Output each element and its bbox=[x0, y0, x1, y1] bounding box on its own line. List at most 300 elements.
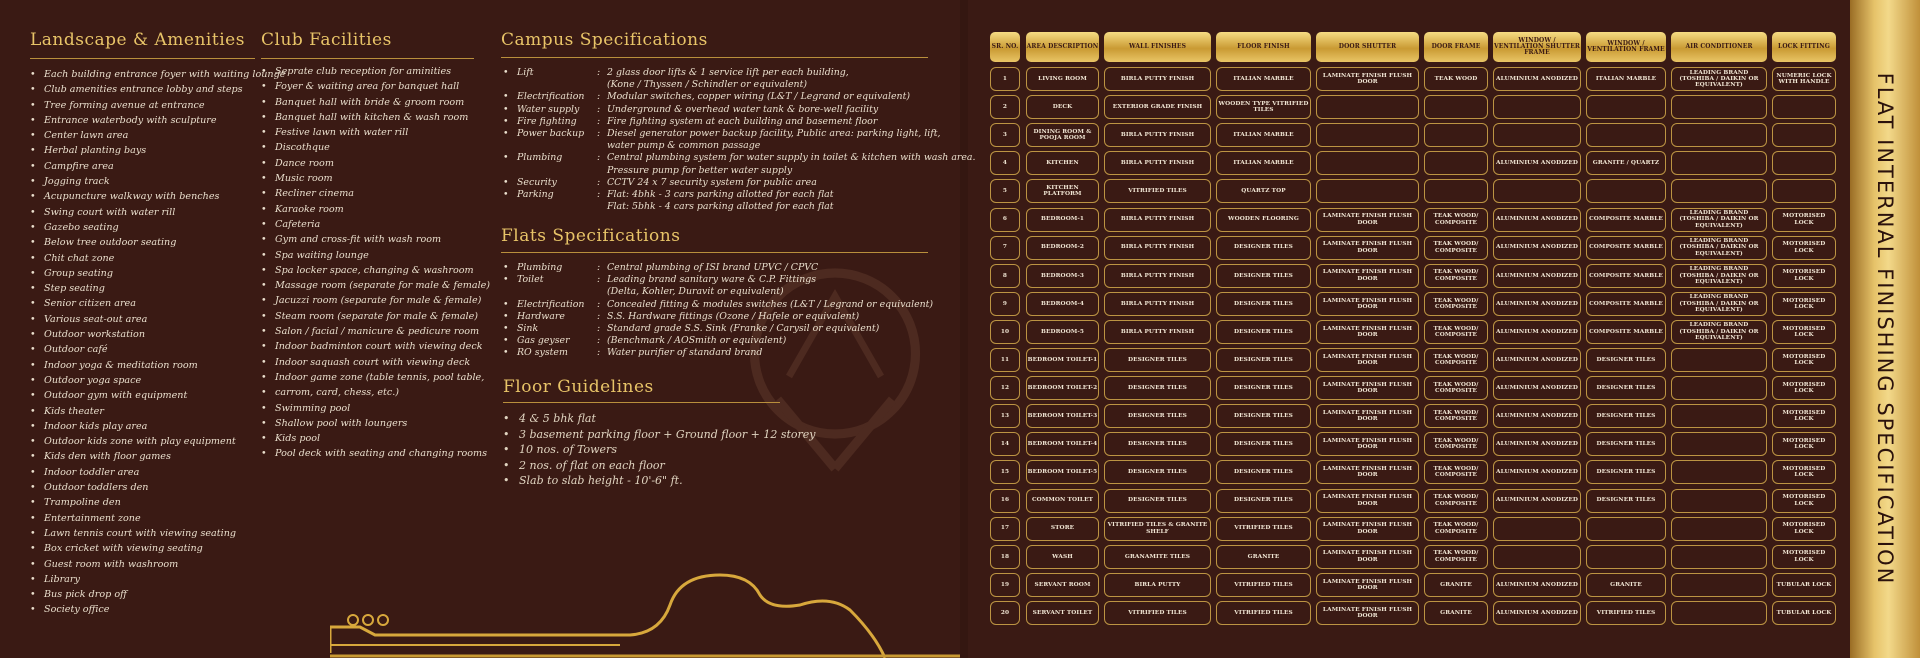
table-cell: VITRIFIED TILES bbox=[1216, 601, 1311, 625]
landscape-item: • Entertainment zone bbox=[30, 511, 285, 526]
table-cell bbox=[1586, 545, 1666, 569]
table-cell: DESIGNER TILES bbox=[1216, 348, 1311, 372]
club-item: • Indoor saquash court with viewing deck bbox=[261, 355, 490, 370]
table-cell: BIRLA PUTTY FINISH bbox=[1104, 123, 1211, 147]
landscape-item: • Each building entrance foyer with waiting lounge bbox=[30, 67, 285, 82]
table-cell: TEAK WOOD/ COMPOSITE bbox=[1424, 320, 1488, 344]
table-cell: LAMINATE FINISH FLUSH DOOR bbox=[1316, 208, 1419, 232]
landscape-item: • Gazebo seating bbox=[30, 220, 285, 235]
table-cell bbox=[1424, 151, 1488, 175]
spec-key: Gas geyser bbox=[517, 335, 570, 347]
club-item: • Dance room bbox=[261, 156, 490, 171]
spec-row bbox=[503, 140, 976, 152]
spec-value: Flat: 5bhk - 4 cars parking allotted for each flat bbox=[607, 201, 834, 213]
table-cell: KITCHEN bbox=[1026, 151, 1099, 175]
spec-value: Fire fighting system at each building and basement floor bbox=[607, 115, 878, 127]
spec-key bbox=[517, 201, 597, 213]
landscape-item: • Outdoor yoga space bbox=[30, 373, 285, 388]
spec-row: • Security : CCTV 24 x 7 security system for public area bbox=[503, 176, 817, 188]
spec-key: Lift bbox=[517, 67, 534, 78]
club-heading: Club Facilities bbox=[261, 30, 392, 50]
club-item: • Jacuzzi room (separate for male & female) bbox=[261, 293, 490, 308]
table-cell: COMPOSITE MARBLE bbox=[1586, 236, 1666, 260]
club-item: • Massage room (separate for male & female) bbox=[261, 278, 490, 293]
spec-key: Toilet bbox=[517, 274, 544, 286]
table-cell bbox=[1424, 95, 1488, 119]
table-cell: ALUMINIUM ANODIZED bbox=[1493, 432, 1581, 456]
club-item: • Indoor badminton court with viewing deck bbox=[261, 339, 490, 354]
table-cell: LEADING BRAND (TOSHIBA / DAIKIN OR EQUIVALENT) bbox=[1671, 320, 1767, 344]
spec-key: Electrification bbox=[517, 91, 585, 103]
table-cell: VITRIFIED TILES bbox=[1104, 179, 1211, 203]
table-cell: BIRLA PUTTY FINISH bbox=[1104, 208, 1211, 232]
table-cell: DESIGNER TILES bbox=[1216, 264, 1311, 288]
table-cell: 4 bbox=[990, 151, 1020, 175]
spec-value: 2 glass door lifts & 1 service lift per each building, bbox=[607, 67, 849, 78]
landscape-item: • Jogging track bbox=[30, 174, 285, 189]
flats-heading: Flats Specifications bbox=[501, 226, 681, 246]
spec-key bbox=[517, 286, 597, 298]
table-cell: BIRLA PUTTY FINISH bbox=[1104, 264, 1211, 288]
table-cell: COMPOSITE MARBLE bbox=[1586, 264, 1666, 288]
table-cell: 10 bbox=[990, 320, 1020, 344]
table-cell: ALUMINIUM ANODIZED bbox=[1493, 376, 1581, 400]
landscape-item: • Chit chat zone bbox=[30, 251, 285, 266]
table-cell: TEAK WOOD/ COMPOSITE bbox=[1424, 545, 1488, 569]
spec-value: Central plumbing of ISI brand UPVC / CPVC bbox=[607, 262, 819, 273]
table-cell: 19 bbox=[990, 573, 1020, 597]
table-cell bbox=[1671, 460, 1767, 484]
club-item: • Festive lawn with water rill bbox=[261, 125, 490, 140]
table-cell: ITALIAN MARBLE bbox=[1216, 67, 1311, 91]
spec-value: Standard grade S.S. Sink (Franke / Carysil or equivalent) bbox=[607, 323, 880, 335]
floor-rule bbox=[503, 402, 780, 403]
landscape-item: • Group seating bbox=[30, 266, 285, 281]
table-cell: EXTERIOR GRADE FINISH bbox=[1104, 95, 1211, 119]
table-cell: STORE bbox=[1026, 517, 1099, 541]
table-cell: KITCHEN PLATFORM bbox=[1026, 179, 1099, 203]
table-cell: LAMINATE FINISH FLUSH DOOR bbox=[1316, 573, 1419, 597]
club-item: • Shallow pool with loungers bbox=[261, 416, 490, 431]
table-header-cell: WALL FINISHES bbox=[1104, 32, 1211, 62]
club-item: • Swimming pool bbox=[261, 401, 490, 416]
floor-item: • Slab to slab height - 10'-6" ft. bbox=[503, 473, 816, 489]
table-cell bbox=[1493, 179, 1581, 203]
landscape-item: • Step seating bbox=[30, 281, 285, 296]
landscape-item: • Box cricket with viewing seating bbox=[30, 541, 285, 556]
table-cell: LAMINATE FINISH FLUSH DOOR bbox=[1316, 601, 1419, 625]
table-cell: VITRIFIED TILES bbox=[1104, 601, 1211, 625]
spec-value: water pump & common passage bbox=[607, 140, 761, 152]
table-cell: GRANITE bbox=[1424, 601, 1488, 625]
spec-row: • Power backup : Diesel generator power backup facility, Public area: parking light, lift, bbox=[503, 128, 941, 140]
spec-row: • Fire fighting : Fire fighting system at each building and basement floor bbox=[503, 115, 878, 127]
table-cell: MOTORISED LOCK bbox=[1772, 236, 1836, 260]
table-cell bbox=[1772, 179, 1836, 203]
floor-list bbox=[503, 411, 816, 489]
spec-value: Water purifier of standard brand bbox=[607, 347, 763, 359]
club-item: • Foyer & waiting area for banquet hall bbox=[261, 79, 490, 94]
spec-key: Plumbing bbox=[517, 262, 563, 273]
campus-heading: Campus Specifications bbox=[501, 30, 708, 50]
table-cell: DESIGNER TILES bbox=[1104, 376, 1211, 400]
spec-key: Parking bbox=[517, 189, 554, 201]
table-cell bbox=[1316, 123, 1419, 147]
spec-value: Concealed fitting & modules switches (L&T / Legrand or equivalent) bbox=[607, 298, 934, 310]
landscape-item: • Acupuncture walkway with benches bbox=[30, 189, 285, 204]
table-cell: TEAK WOOD/ COMPOSITE bbox=[1424, 376, 1488, 400]
table-cell bbox=[1493, 123, 1581, 147]
table-cell: LEADING BRAND (TOSHIBA / DAIKIN OR EQUIVALENT) bbox=[1671, 67, 1767, 91]
table-cell: LAMINATE FINISH FLUSH DOOR bbox=[1316, 264, 1419, 288]
guitar-outline-icon bbox=[330, 565, 960, 658]
table-cell: DESIGNER TILES bbox=[1586, 432, 1666, 456]
table-cell: ALUMINIUM ANODIZED bbox=[1493, 348, 1581, 372]
table-header-cell: AREA DESCRIPTION bbox=[1026, 32, 1099, 62]
table-cell bbox=[1586, 95, 1666, 119]
landscape-item: • Senior citizen area bbox=[30, 296, 285, 311]
club-item: • Recliner cinema bbox=[261, 186, 490, 201]
table-cell bbox=[1671, 573, 1767, 597]
table-cell: 8 bbox=[990, 264, 1020, 288]
table-cell: ALUMINIUM ANODIZED bbox=[1493, 151, 1581, 175]
table-header-cell: FLOOR FINISH bbox=[1216, 32, 1311, 62]
table-cell: MOTORISED LOCK bbox=[1772, 545, 1836, 569]
table-cell: VITRIFIED TILES bbox=[1586, 601, 1666, 625]
spec-key: Sink bbox=[517, 323, 539, 335]
table-cell: 12 bbox=[990, 376, 1020, 400]
table-cell: TEAK WOOD/ COMPOSITE bbox=[1424, 292, 1488, 316]
table-cell: MOTORISED LOCK bbox=[1772, 348, 1836, 372]
table-cell: WASH bbox=[1026, 545, 1099, 569]
table-cell: MOTORISED LOCK bbox=[1772, 489, 1836, 513]
table-cell: LAMINATE FINISH FLUSH DOOR bbox=[1316, 320, 1419, 344]
table-cell: LAMINATE FINISH FLUSH DOOR bbox=[1316, 376, 1419, 400]
table-cell: 2 bbox=[990, 95, 1020, 119]
spec-value: Pressure pump for better water supply bbox=[607, 164, 793, 176]
spec-value: Flat: 4bhk - 3 cars parking allotted for each flat bbox=[607, 189, 834, 201]
table-cell: BEDROOM TOILET-3 bbox=[1026, 404, 1099, 428]
table-cell: LEADING BRAND (TOSHIBA / DAIKIN OR EQUIVALENT) bbox=[1671, 236, 1767, 260]
table-cell: BEDROOM-1 bbox=[1026, 208, 1099, 232]
table-cell: DESIGNER TILES bbox=[1586, 376, 1666, 400]
table-cell bbox=[1586, 517, 1666, 541]
campus-rule bbox=[501, 57, 928, 58]
spec-value: S.S. Hardware fittings (Ozone / Hafele or equivalent) bbox=[607, 310, 860, 322]
table-cell bbox=[1493, 545, 1581, 569]
spec-row: • Electrification : Modular switches, copper wiring (L&T / Legrand or equivalent) bbox=[503, 91, 911, 103]
table-cell: DINING ROOM & POOJA ROOM bbox=[1026, 123, 1099, 147]
table-cell: TEAK WOOD/ COMPOSITE bbox=[1424, 236, 1488, 260]
table-cell bbox=[1772, 151, 1836, 175]
landscape-item: • Outdoor toddlers den bbox=[30, 480, 285, 495]
table-cell bbox=[1493, 517, 1581, 541]
table-header-cell: DOOR SHUTTER bbox=[1316, 32, 1419, 62]
landscape-item: • Society office bbox=[30, 602, 285, 617]
table-cell: GRANITE bbox=[1424, 573, 1488, 597]
table-cell: ALUMINIUM ANODIZED bbox=[1493, 67, 1581, 91]
table-cell bbox=[1671, 151, 1767, 175]
table-cell: COMPOSITE MARBLE bbox=[1586, 292, 1666, 316]
spec-key bbox=[517, 165, 597, 177]
table-cell: BIRLA PUTTY bbox=[1104, 573, 1211, 597]
table-cell: DESIGNER TILES bbox=[1216, 320, 1311, 344]
table-cell: LAMINATE FINISH FLUSH DOOR bbox=[1316, 460, 1419, 484]
table-cell: LIVING ROOM bbox=[1026, 67, 1099, 91]
club-item: • Kids pool bbox=[261, 431, 490, 446]
club-item: • Salon / facial / manicure & pedicure room bbox=[261, 324, 490, 339]
table-cell: DESIGNER TILES bbox=[1216, 432, 1311, 456]
landscape-item: • Indoor yoga & meditation room bbox=[30, 358, 285, 373]
table-cell: DESIGNER TILES bbox=[1216, 236, 1311, 260]
spec-value: (Benchmark / AOSmith or equivalent) bbox=[607, 335, 787, 347]
landscape-item: • Guest room with washroom bbox=[30, 557, 285, 572]
landscape-item: • Club amenities entrance lobby and steps bbox=[30, 82, 285, 97]
spec-row bbox=[503, 165, 976, 177]
landscape-item: • Herbal planting bays bbox=[30, 143, 285, 158]
table-cell: LEADING BRAND (TOSHIBA / DAIKIN OR EQUIVALENT) bbox=[1671, 264, 1767, 288]
table-cell: MOTORISED LOCK bbox=[1772, 517, 1836, 541]
table-cell: QUARTZ TOP bbox=[1216, 179, 1311, 203]
table-cell: TEAK WOOD/ COMPOSITE bbox=[1424, 208, 1488, 232]
table-cell: DESIGNER TILES bbox=[1586, 404, 1666, 428]
table-cell: GRANITE / QUARTZ bbox=[1586, 151, 1666, 175]
table-cell: COMMON TOILET bbox=[1026, 489, 1099, 513]
table-cell: DESIGNER TILES bbox=[1216, 460, 1311, 484]
table-cell: DESIGNER TILES bbox=[1216, 376, 1311, 400]
table-header-cell: LOCK FITTING bbox=[1772, 32, 1836, 62]
table-header-cell: SR. NO. bbox=[990, 32, 1020, 62]
table-cell: COMPOSITE MARBLE bbox=[1586, 208, 1666, 232]
landscape-item: • Indoor toddler area bbox=[30, 465, 285, 480]
table-cell: ITALIAN MARBLE bbox=[1216, 151, 1311, 175]
landscape-item: • Entrance waterbody with sculpture bbox=[30, 113, 285, 128]
landscape-list bbox=[30, 67, 285, 618]
floor-heading: Floor Guidelines bbox=[503, 377, 654, 397]
table-cell: ALUMINIUM ANODIZED bbox=[1493, 460, 1581, 484]
table-cell bbox=[1772, 123, 1836, 147]
club-item: • Steam room (separate for male & female) bbox=[261, 309, 490, 324]
table-cell bbox=[1424, 123, 1488, 147]
table-cell: 9 bbox=[990, 292, 1020, 316]
table-cell bbox=[1671, 517, 1767, 541]
table-cell: BEDROOM-3 bbox=[1026, 264, 1099, 288]
table-cell bbox=[1671, 348, 1767, 372]
table-cell: VITRIFIED TILES & GRANITE SHELF bbox=[1104, 517, 1211, 541]
table-cell: TEAK WOOD bbox=[1424, 67, 1488, 91]
table-cell: LAMINATE FINISH FLUSH DOOR bbox=[1316, 432, 1419, 456]
table-cell: NUMERIC LOCK WITH HANDLE bbox=[1772, 67, 1836, 91]
table-cell: ITALIAN MARBLE bbox=[1216, 123, 1311, 147]
spec-row: • RO system : Water purifier of standard brand bbox=[503, 347, 763, 359]
table-cell: ALUMINIUM ANODIZED bbox=[1493, 264, 1581, 288]
spec-value: (Kone / Thyssen / Schindler or equivalent) bbox=[607, 79, 808, 91]
landscape-item: • Kids den with floor games bbox=[30, 449, 285, 464]
table-cell: BEDROOM-4 bbox=[1026, 292, 1099, 316]
table-cell: 6 bbox=[990, 208, 1020, 232]
table-header-cell: DOOR FRAME bbox=[1424, 32, 1488, 62]
table-cell: GRANITE bbox=[1586, 573, 1666, 597]
table-cell: TEAK WOOD/ COMPOSITE bbox=[1424, 432, 1488, 456]
spec-value: Central plumbing system for water supply in toilet & kitchen with wash area. bbox=[607, 152, 976, 164]
table-cell bbox=[1424, 179, 1488, 203]
table-cell: ITALIAN MARBLE bbox=[1586, 67, 1666, 91]
table-cell: BEDROOM TOILET-5 bbox=[1026, 460, 1099, 484]
table-cell: BIRLA PUTTY FINISH bbox=[1104, 67, 1211, 91]
table-cell: BEDROOM TOILET-4 bbox=[1026, 432, 1099, 456]
spec-row: • Water supply : Underground & overhead water tank & bore-well facility bbox=[503, 103, 879, 115]
table-cell: WOODEN FLOORING bbox=[1216, 208, 1311, 232]
spec-row: • Lift : 2 glass door lifts & 1 service lift per each building, bbox=[503, 67, 849, 78]
spec-key: Electrification bbox=[517, 298, 585, 310]
spec-key: Plumbing bbox=[517, 152, 563, 164]
table-header-cell: WINDOW / VENTILATION SHUTTER FRAME bbox=[1493, 32, 1581, 62]
table-cell: LAMINATE FINISH FLUSH DOOR bbox=[1316, 292, 1419, 316]
table-cell: BEDROOM-5 bbox=[1026, 320, 1099, 344]
table-cell: TUBULAR LOCK bbox=[1772, 573, 1836, 597]
table-cell: LAMINATE FINISH FLUSH DOOR bbox=[1316, 545, 1419, 569]
table-cell: ALUMINIUM ANODIZED bbox=[1493, 208, 1581, 232]
spec-key: Power backup bbox=[517, 128, 585, 140]
club-list bbox=[261, 64, 490, 462]
table-cell: DESIGNER TILES bbox=[1216, 292, 1311, 316]
table-cell: ALUMINIUM ANODIZED bbox=[1493, 236, 1581, 260]
table-cell bbox=[1671, 545, 1767, 569]
table-cell: BEDROOM-2 bbox=[1026, 236, 1099, 260]
table-cell: LAMINATE FINISH FLUSH DOOR bbox=[1316, 236, 1419, 260]
table-cell: MOTORISED LOCK bbox=[1772, 432, 1836, 456]
table-cell: BEDROOM TOILET-1 bbox=[1026, 348, 1099, 372]
spec-key bbox=[517, 79, 597, 91]
table-cell: VITRIFIED TILES bbox=[1216, 573, 1311, 597]
table-cell: SERVANT ROOM bbox=[1026, 573, 1099, 597]
spec-key: RO system bbox=[517, 347, 568, 359]
club-item: • Pool deck with seating and changing rooms bbox=[261, 446, 490, 461]
table-cell: 14 bbox=[990, 432, 1020, 456]
table-cell: TEAK WOOD/ COMPOSITE bbox=[1424, 489, 1488, 513]
table-cell bbox=[1772, 95, 1836, 119]
spec-row bbox=[503, 286, 933, 298]
spec-value: Leading brand sanitary ware & C.P. Fittings bbox=[607, 274, 817, 286]
table-cell bbox=[1586, 179, 1666, 203]
landscape-item: • Tree forming avenue at entrance bbox=[30, 98, 285, 113]
table-cell: 13 bbox=[990, 404, 1020, 428]
club-item: • Gym and cross-fit with wash room bbox=[261, 232, 490, 247]
table-cell bbox=[1671, 123, 1767, 147]
landscape-item: • Below tree outdoor seating bbox=[30, 235, 285, 250]
landscape-rule bbox=[30, 58, 255, 59]
table-cell: BIRLA PUTTY FINISH bbox=[1104, 236, 1211, 260]
spec-row bbox=[503, 79, 976, 91]
table-cell bbox=[1316, 179, 1419, 203]
spec-row: • Parking : Flat: 4bhk - 3 cars parking allotted for each flat bbox=[503, 189, 834, 201]
table-cell: MOTORISED LOCK bbox=[1772, 292, 1836, 316]
club-item: • Banquet hall with bride & groom room bbox=[261, 95, 490, 110]
spec-row: • Hardware : S.S. Hardware fittings (Ozone / Hafele or equivalent) bbox=[503, 310, 860, 322]
spec-key: Water supply bbox=[517, 103, 580, 115]
spec-key bbox=[517, 140, 597, 152]
table-cell: LAMINATE FINISH FLUSH DOOR bbox=[1316, 489, 1419, 513]
spec-row: • Plumbing : Central plumbing system for water supply in toilet & kitchen with wash area. bbox=[503, 152, 976, 164]
spec-value: Underground & overhead water tank & bore-well facility bbox=[607, 103, 879, 115]
spec-key: Fire fighting bbox=[517, 115, 577, 127]
table-cell: DESIGNER TILES bbox=[1216, 489, 1311, 513]
table-cell: 18 bbox=[990, 545, 1020, 569]
table-cell: ALUMINIUM ANODIZED bbox=[1493, 404, 1581, 428]
landscape-item: • Indoor kids play area bbox=[30, 419, 285, 434]
table-cell: SERVANT TOILET bbox=[1026, 601, 1099, 625]
table-cell: BIRLA PUTTY FINISH bbox=[1104, 320, 1211, 344]
table-side-title: FLAT INTERNAL FINISHING SPECIFICATION bbox=[1873, 72, 1897, 586]
spec-row bbox=[503, 201, 976, 213]
table-cell: MOTORISED LOCK bbox=[1772, 376, 1836, 400]
table-cell: MOTORISED LOCK bbox=[1772, 404, 1836, 428]
table-cell: TUBULAR LOCK bbox=[1772, 601, 1836, 625]
table-cell: 11 bbox=[990, 348, 1020, 372]
table-cell: DESIGNER TILES bbox=[1104, 404, 1211, 428]
table-cell: 16 bbox=[990, 489, 1020, 513]
table-cell: BIRLA PUTTY FINISH bbox=[1104, 151, 1211, 175]
flats-specs bbox=[503, 262, 933, 360]
landscape-item: • Campfire area bbox=[30, 159, 285, 174]
spec-row: • Plumbing : Central plumbing of ISI brand UPVC / CPVC bbox=[503, 262, 819, 273]
table-cell bbox=[1671, 601, 1767, 625]
table-cell bbox=[1316, 95, 1419, 119]
table-cell bbox=[1316, 151, 1419, 175]
table-cell: MOTORISED LOCK bbox=[1772, 460, 1836, 484]
table-cell: LEADING BRAND (TOSHIBA / DAIKIN OR EQUIVALENT) bbox=[1671, 292, 1767, 316]
landscape-item: • Outdoor kids zone with play equipment bbox=[30, 434, 285, 449]
club-rule bbox=[261, 58, 474, 59]
table-cell: LAMINATE FINISH FLUSH DOOR bbox=[1316, 404, 1419, 428]
club-item: • Spa waiting lounge bbox=[261, 248, 490, 263]
table-cell: COMPOSITE MARBLE bbox=[1586, 320, 1666, 344]
spec-value: (Delta, Kohler, Duravit or equivalent) bbox=[607, 286, 784, 298]
table-cell: WOODEN TYPE VITRIFIED TILES bbox=[1216, 95, 1311, 119]
table-cell bbox=[1671, 489, 1767, 513]
table-header-cell: WINDOW / VENTILATION FRAME bbox=[1586, 32, 1666, 62]
landscape-item: • Outdoor gym with equipment bbox=[30, 388, 285, 403]
club-item: • carrom, card, chess, etc.) bbox=[261, 385, 490, 400]
table-cell: ALUMINIUM ANODIZED bbox=[1493, 573, 1581, 597]
floor-item: • 4 & 5 bhk flat bbox=[503, 411, 816, 427]
spec-key: Security bbox=[517, 176, 557, 188]
table-cell bbox=[1671, 432, 1767, 456]
table-cell: TEAK WOOD/ COMPOSITE bbox=[1424, 348, 1488, 372]
landscape-item: • Lawn tennis court with viewing seating bbox=[30, 526, 285, 541]
flats-rule bbox=[501, 252, 928, 253]
table-cell: ALUMINIUM ANODIZED bbox=[1493, 320, 1581, 344]
spec-value: Diesel generator power backup facility, Public area: parking light, lift, bbox=[607, 128, 941, 140]
table-cell: ALUMINIUM ANODIZED bbox=[1493, 601, 1581, 625]
table-cell: LAMINATE FINISH FLUSH DOOR bbox=[1316, 348, 1419, 372]
table-cell: GRANITE bbox=[1216, 545, 1311, 569]
table-cell: 7 bbox=[990, 236, 1020, 260]
spec-row: • Gas geyser : (Benchmark / AOSmith or equivalent) bbox=[503, 335, 787, 347]
table-cell: MOTORISED LOCK bbox=[1772, 208, 1836, 232]
table-cell bbox=[1671, 95, 1767, 119]
table-cell: BIRLA PUTTY FINISH bbox=[1104, 292, 1211, 316]
table-cell bbox=[1671, 376, 1767, 400]
landscape-item: • Outdoor workstation bbox=[30, 327, 285, 342]
table-cell: TEAK WOOD/ COMPOSITE bbox=[1424, 460, 1488, 484]
landscape-item: • Center lawn area bbox=[30, 128, 285, 143]
table-cell: MOTORISED LOCK bbox=[1772, 320, 1836, 344]
table-cell bbox=[1586, 123, 1666, 147]
landscape-item: • Kids theater bbox=[30, 404, 285, 419]
landscape-item: • Various seat-out area bbox=[30, 312, 285, 327]
club-item: • Karaoke room bbox=[261, 202, 490, 217]
